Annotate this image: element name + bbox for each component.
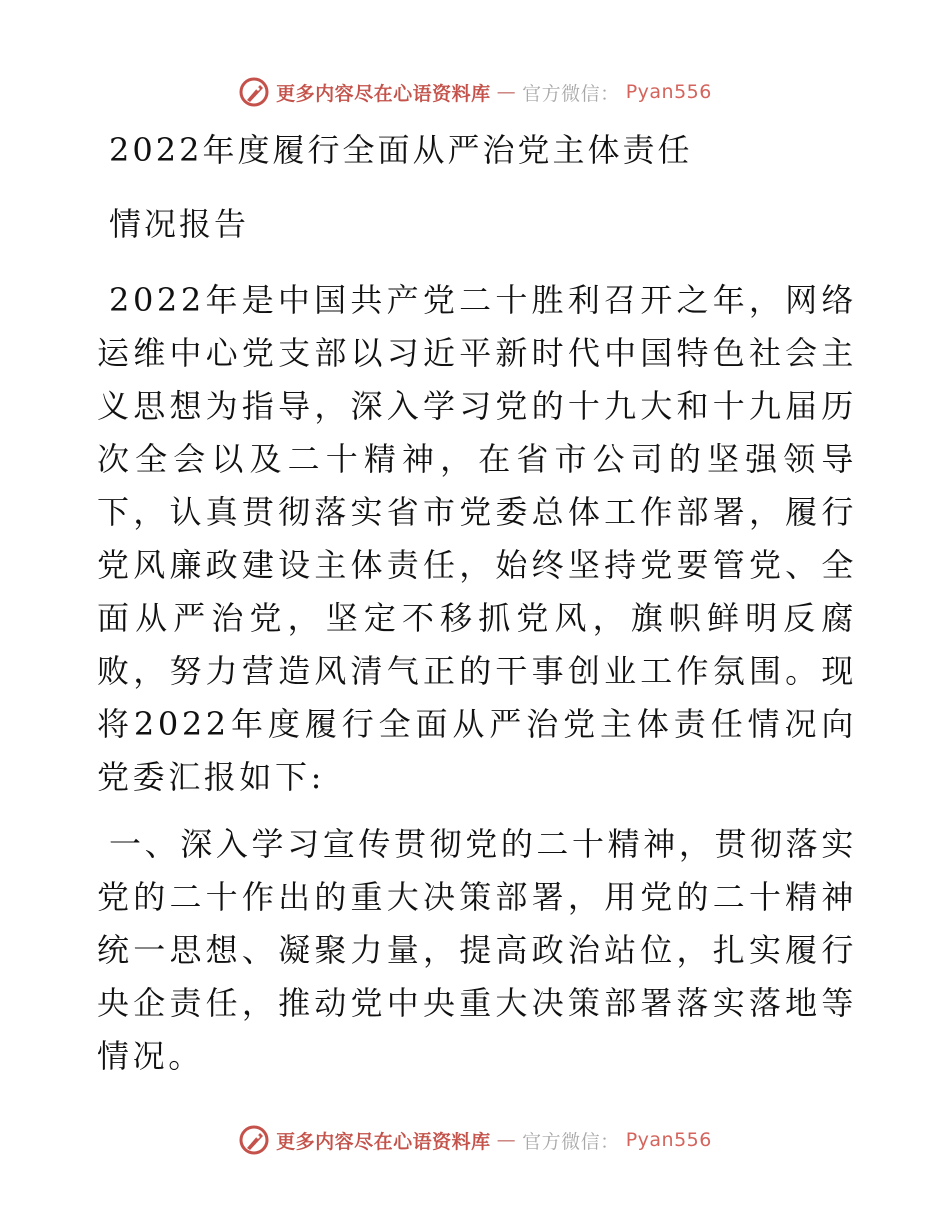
watermark-main-text: 更多内容尽在心语资料库 (276, 1130, 491, 1153)
paragraph-section-1: 一、深入学习宣传贯彻党的二十精神，贯彻落实党的二十作出的重大决策部署，用党的二十精神统一思想、凝聚力量，提高政治站位，扎实履行央企责任，推动党中央重大决策部署落实落地等情况。 (97, 825, 857, 1075)
watermark-sub-text: 官方微信： (522, 1130, 620, 1153)
watermark-sub-text: 官方微信： (522, 82, 620, 105)
watermark-id: Pyan556 (625, 81, 712, 103)
watermark-separator: — (496, 81, 517, 103)
pen-nib-logo-icon (238, 1124, 270, 1156)
paragraph-intro: 2022年是中国共产党二十胜利召开之年，网络运维中心党支部以习近平新时代中国特色社会主义思想为指导，深入学习党的十九大和十九届历次全会以及二十精神，在省市公司的坚强领导下，认真贯彻落实省市党委总体工作部署，履行党风廉政建设主体责任，始终坚持党要管党、全面从严治党，坚定不移抓党风，旗帜鲜明反腐败，努力营造风清气正的干事创业工作氛围。现将2022年度履行全面从严治党主体责任情况向党委汇报如下: (97, 281, 857, 796)
document-body (97, 120, 857, 1083)
document-title-line-1: 2022年度履行全面从严治党主体责任 (109, 131, 693, 169)
watermark-separator: — (496, 1129, 517, 1151)
watermark-id: Pyan556 (625, 1129, 712, 1151)
watermark-main-text: 更多内容尽在心语资料库 (276, 82, 491, 105)
pen-nib-logo-icon (238, 76, 270, 108)
watermark-header (0, 76, 950, 108)
document-title-line-2: 情况报告 (109, 205, 250, 243)
watermark-footer (0, 1124, 950, 1156)
